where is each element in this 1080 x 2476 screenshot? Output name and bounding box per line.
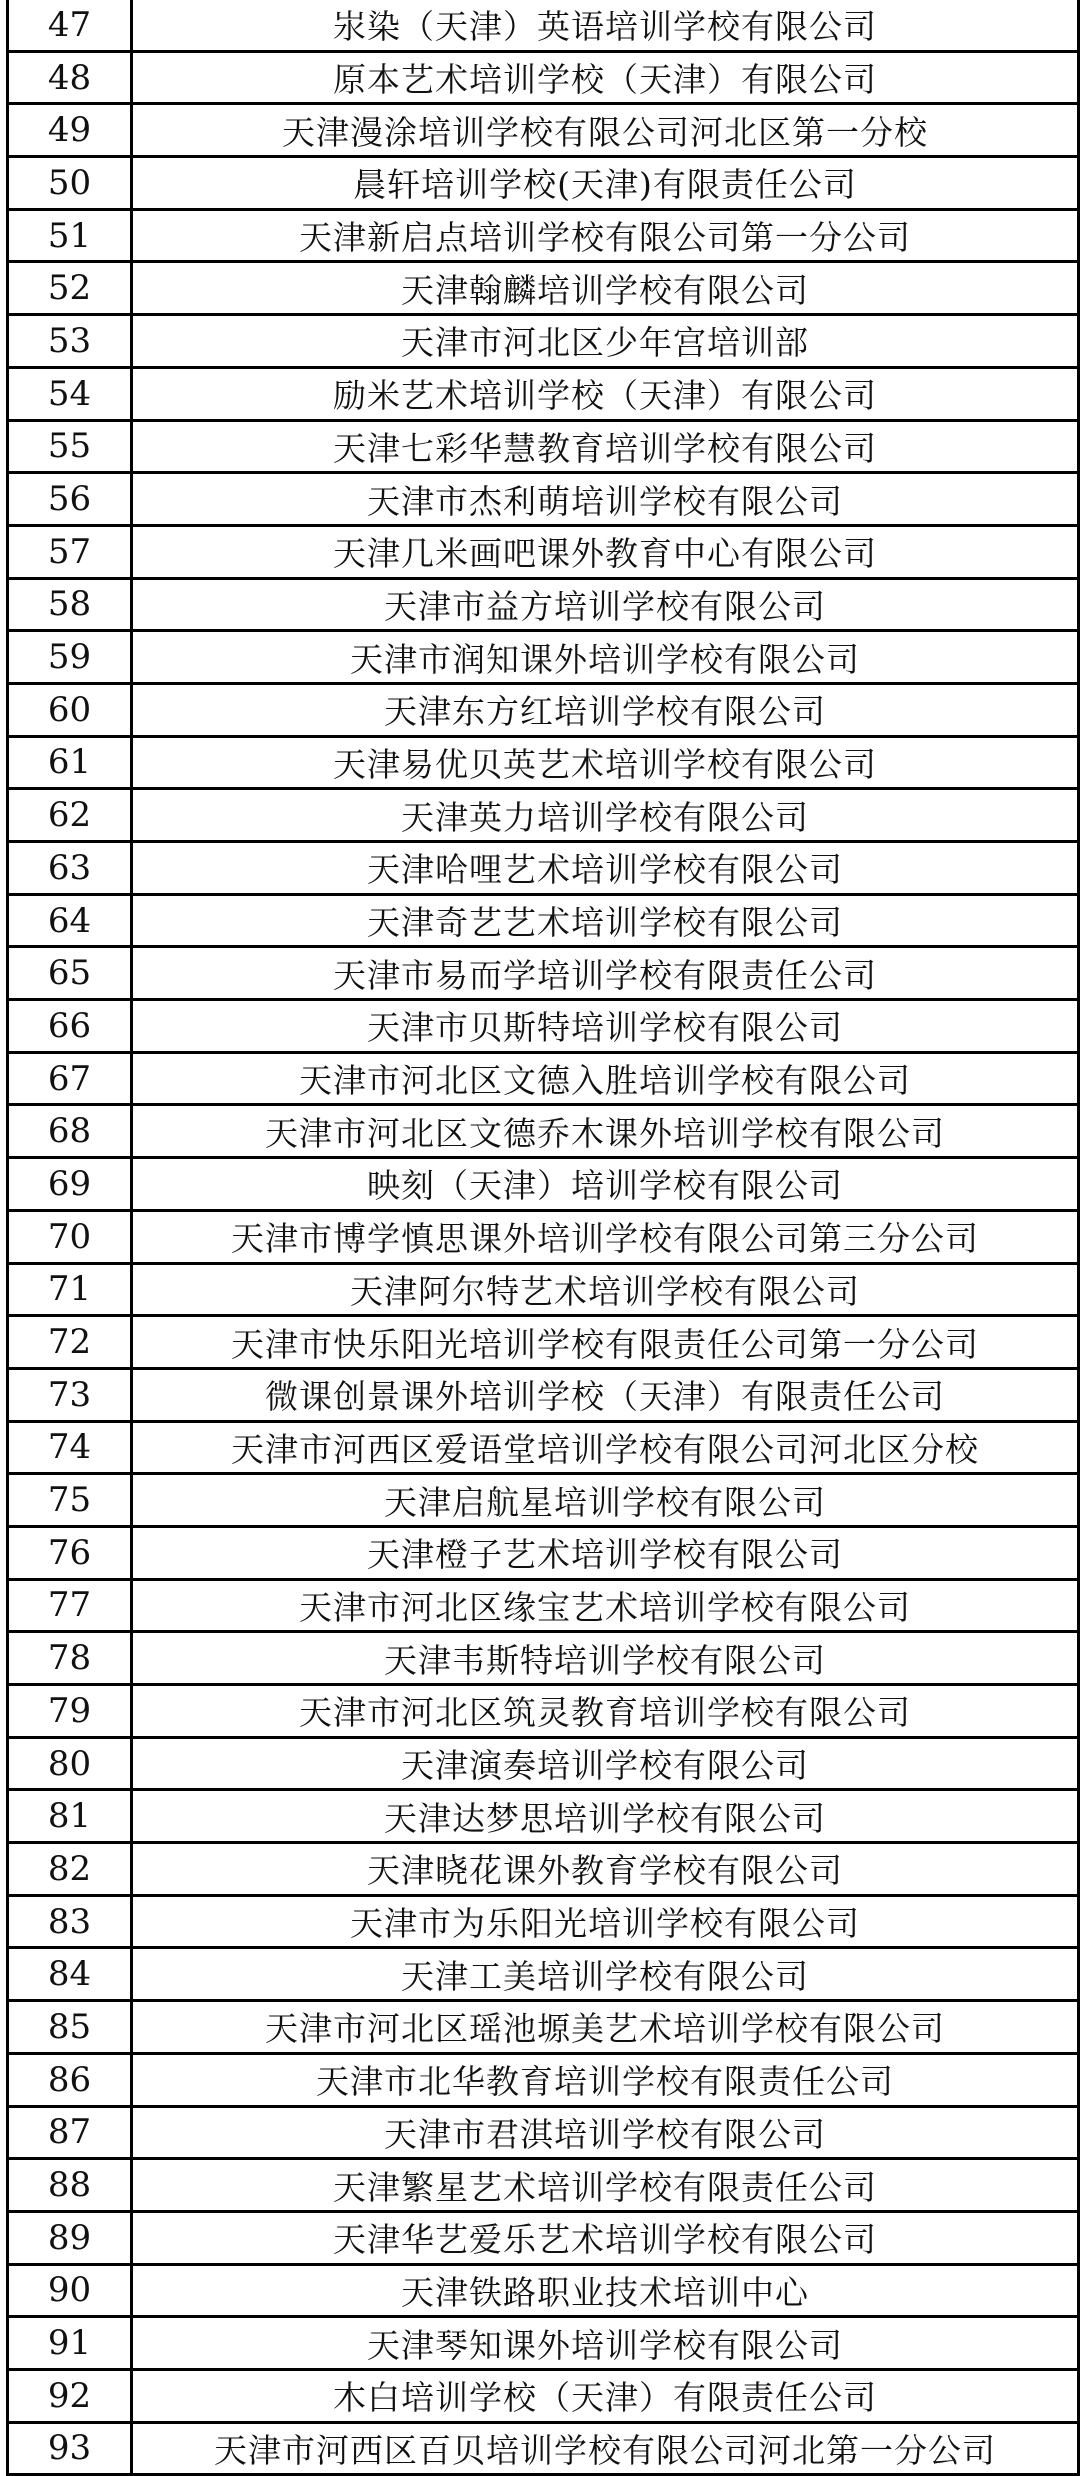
table-row xyxy=(8,2053,1079,2106)
row-number: 61 xyxy=(8,736,132,789)
row-number: 65 xyxy=(8,947,132,1000)
school-name: 晨轩培训学校(天津)有限责任公司 xyxy=(132,157,1079,210)
row-number: 48 xyxy=(8,51,132,104)
row-number: 91 xyxy=(8,2317,132,2370)
table-row xyxy=(8,1632,1079,1685)
school-name: 天津铁路职业技术培训中心 xyxy=(132,2264,1079,2317)
row-number: 79 xyxy=(8,1685,132,1738)
table-row xyxy=(8,1263,1079,1316)
school-name: 天津市博学慎思课外培训学校有限公司第三分公司 xyxy=(132,1210,1079,1263)
table-row xyxy=(8,2211,1079,2264)
school-name: 天津市河北区瑶池塬美艺术培训学校有限公司 xyxy=(132,2001,1079,2054)
table-row xyxy=(8,1737,1079,1790)
school-name: 映刻（天津）培训学校有限公司 xyxy=(132,1158,1079,1211)
row-number: 82 xyxy=(8,1843,132,1896)
row-number: 77 xyxy=(8,1579,132,1632)
school-name: 天津市河北区文德乔木课外培训学校有限公司 xyxy=(132,1105,1079,1158)
row-number: 68 xyxy=(8,1105,132,1158)
table-row xyxy=(8,631,1079,684)
row-number: 54 xyxy=(8,367,132,420)
school-name: 天津市润知课外培训学校有限公司 xyxy=(132,631,1079,684)
row-number: 83 xyxy=(8,1895,132,1948)
table-row xyxy=(8,2422,1079,2475)
table-row xyxy=(8,789,1079,842)
table-row xyxy=(8,683,1079,736)
row-number: 80 xyxy=(8,1737,132,1790)
row-number: 58 xyxy=(8,578,132,631)
table-row xyxy=(8,947,1079,1000)
school-name: 天津达梦思培训学校有限公司 xyxy=(132,1790,1079,1843)
row-number: 76 xyxy=(8,1526,132,1579)
table-row xyxy=(8,315,1079,368)
table-row xyxy=(8,1052,1079,1105)
row-number: 90 xyxy=(8,2264,132,2317)
row-number: 67 xyxy=(8,1052,132,1105)
school-name: 天津晓花课外教育学校有限公司 xyxy=(132,1843,1079,1896)
table-row xyxy=(8,842,1079,895)
school-name: 天津哈哩艺术培训学校有限公司 xyxy=(132,842,1079,895)
row-number: 60 xyxy=(8,683,132,736)
table-row xyxy=(8,209,1079,262)
row-number: 72 xyxy=(8,1316,132,1369)
school-name: 天津市河北区文德入胜培训学校有限公司 xyxy=(132,1052,1079,1105)
school-name: 天津奇艺艺术培训学校有限公司 xyxy=(132,894,1079,947)
row-number: 88 xyxy=(8,2159,132,2212)
table-row xyxy=(8,1421,1079,1474)
row-number: 57 xyxy=(8,525,132,578)
table-row xyxy=(8,0,1079,51)
row-number: 52 xyxy=(8,262,132,315)
school-name: 天津东方红培训学校有限公司 xyxy=(132,683,1079,736)
table-row xyxy=(8,1948,1079,2001)
row-number: 64 xyxy=(8,894,132,947)
school-name: 天津市贝斯特培训学校有限公司 xyxy=(132,1000,1079,1053)
table-row xyxy=(8,736,1079,789)
row-number: 56 xyxy=(8,473,132,526)
school-name: 天津市易而学培训学校有限责任公司 xyxy=(132,947,1079,1000)
school-name: 天津市河北区少年宫培训部 xyxy=(132,315,1079,368)
row-number: 69 xyxy=(8,1158,132,1211)
table-row xyxy=(8,473,1079,526)
table-row xyxy=(8,51,1079,104)
school-name: 天津市君淇培训学校有限公司 xyxy=(132,2106,1079,2159)
row-number: 92 xyxy=(8,2369,132,2422)
table-row xyxy=(8,2317,1079,2370)
table-row xyxy=(8,1895,1079,1948)
school-name: 励米艺术培训学校（天津）有限公司 xyxy=(132,367,1079,420)
table-row xyxy=(8,1685,1079,1738)
school-name: 天津启航星培训学校有限公司 xyxy=(132,1474,1079,1527)
school-name: 天津几米画吧课外教育中心有限公司 xyxy=(132,525,1079,578)
school-name: 天津英力培训学校有限公司 xyxy=(132,789,1079,842)
school-name: 天津繁星艺术培训学校有限责任公司 xyxy=(132,2159,1079,2212)
school-name: 天津华艺爱乐艺术培训学校有限公司 xyxy=(132,2211,1079,2264)
table-row xyxy=(8,2369,1079,2422)
school-name: 木白培训学校（天津）有限责任公司 xyxy=(132,2369,1079,2422)
school-list-table xyxy=(6,0,1080,2476)
row-number: 63 xyxy=(8,842,132,895)
table-row xyxy=(8,157,1079,210)
school-list-body xyxy=(8,0,1079,2475)
table-row xyxy=(8,2001,1079,2054)
table-row xyxy=(8,1316,1079,1369)
school-name: 天津翰麟培训学校有限公司 xyxy=(132,262,1079,315)
row-number: 66 xyxy=(8,1000,132,1053)
table-row xyxy=(8,420,1079,473)
school-name: 微课创景课外培训学校（天津）有限责任公司 xyxy=(132,1368,1079,1421)
table-row xyxy=(8,1368,1079,1421)
school-name: 天津琴知课外培训学校有限公司 xyxy=(132,2317,1079,2370)
table-row xyxy=(8,1843,1079,1896)
school-name: 原本艺术培训学校（天津）有限公司 xyxy=(132,51,1079,104)
table-row xyxy=(8,262,1079,315)
row-number: 70 xyxy=(8,1210,132,1263)
row-number: 74 xyxy=(8,1421,132,1474)
row-number: 55 xyxy=(8,420,132,473)
row-number: 89 xyxy=(8,2211,132,2264)
row-number: 49 xyxy=(8,104,132,157)
row-number: 47 xyxy=(8,0,132,51)
row-number: 59 xyxy=(8,631,132,684)
school-name: 天津阿尔特艺术培训学校有限公司 xyxy=(132,1263,1079,1316)
school-name: 天津易优贝英艺术培训学校有限公司 xyxy=(132,736,1079,789)
row-number: 78 xyxy=(8,1632,132,1685)
table-row xyxy=(8,525,1079,578)
school-name: 天津橙子艺术培训学校有限公司 xyxy=(132,1526,1079,1579)
row-number: 86 xyxy=(8,2053,132,2106)
table-row xyxy=(8,1000,1079,1053)
school-name: 天津市河北区缘宝艺术培训学校有限公司 xyxy=(132,1579,1079,1632)
school-name: 天津演奏培训学校有限公司 xyxy=(132,1737,1079,1790)
row-number: 53 xyxy=(8,315,132,368)
table-row xyxy=(8,2106,1079,2159)
row-number: 75 xyxy=(8,1474,132,1527)
school-name: 天津市河西区爱语堂培训学校有限公司河北区分校 xyxy=(132,1421,1079,1474)
school-name: 天津韦斯特培训学校有限公司 xyxy=(132,1632,1079,1685)
table-row xyxy=(8,1526,1079,1579)
table-row xyxy=(8,1210,1079,1263)
school-name: 天津漫涂培训学校有限公司河北区第一分校 xyxy=(132,104,1079,157)
table-row xyxy=(8,1105,1079,1158)
school-name: 天津工美培训学校有限公司 xyxy=(132,1948,1079,2001)
school-name: 天津七彩华慧教育培训学校有限公司 xyxy=(132,420,1079,473)
row-number: 84 xyxy=(8,1948,132,2001)
row-number: 62 xyxy=(8,789,132,842)
school-name: 天津市河北区筑灵教育培训学校有限公司 xyxy=(132,1685,1079,1738)
school-name: 天津市快乐阳光培训学校有限责任公司第一分公司 xyxy=(132,1316,1079,1369)
table-row xyxy=(8,578,1079,631)
school-name: 天津市杰利萌培训学校有限公司 xyxy=(132,473,1079,526)
school-name: 天津市为乐阳光培训学校有限公司 xyxy=(132,1895,1079,1948)
row-number: 50 xyxy=(8,157,132,210)
school-name: 天津市河西区百贝培训学校有限公司河北第一分公司 xyxy=(132,2422,1079,2475)
table-row xyxy=(8,367,1079,420)
table-row xyxy=(8,894,1079,947)
row-number: 93 xyxy=(8,2422,132,2475)
school-name: 天津市北华教育培训学校有限责任公司 xyxy=(132,2053,1079,2106)
row-number: 51 xyxy=(8,209,132,262)
row-number: 73 xyxy=(8,1368,132,1421)
school-name: 天津市益方培训学校有限公司 xyxy=(132,578,1079,631)
table-row xyxy=(8,1790,1079,1843)
school-name: 天津新启点培训学校有限公司第一分公司 xyxy=(132,209,1079,262)
table-row xyxy=(8,1158,1079,1211)
row-number: 85 xyxy=(8,2001,132,2054)
row-number: 71 xyxy=(8,1263,132,1316)
school-name: 汖染（天津）英语培训学校有限公司 xyxy=(132,0,1079,51)
row-number: 87 xyxy=(8,2106,132,2159)
row-number: 81 xyxy=(8,1790,132,1843)
table-row xyxy=(8,2159,1079,2212)
table-row xyxy=(8,2264,1079,2317)
table-row xyxy=(8,1474,1079,1527)
table-row xyxy=(8,104,1079,157)
table-row xyxy=(8,1579,1079,1632)
